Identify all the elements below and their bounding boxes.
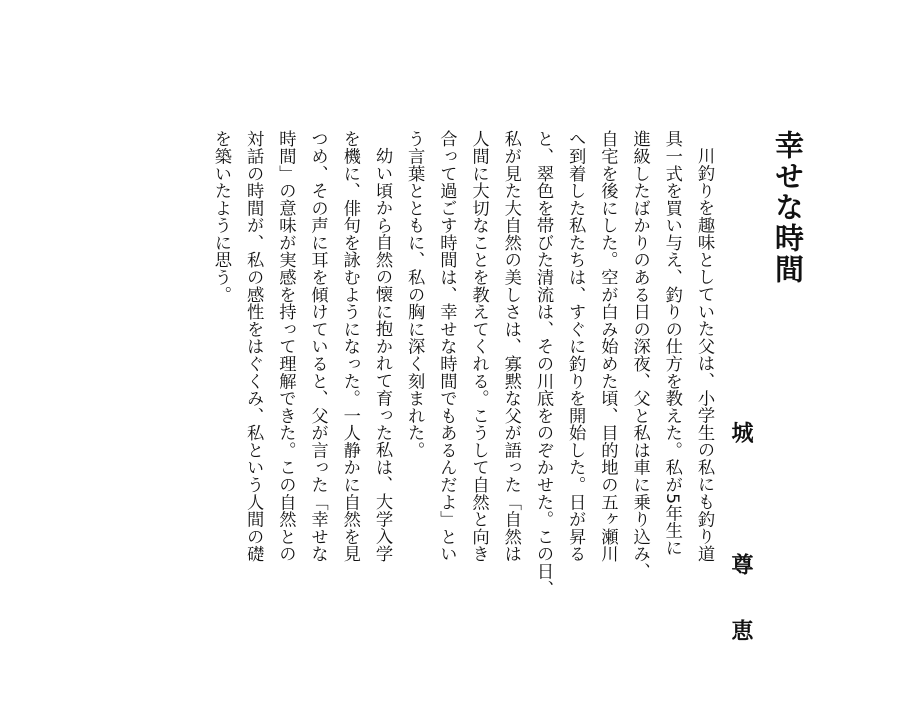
body-column: つめ、その声に耳を傾けていると、父が言った「幸せな	[307, 130, 328, 563]
body-column: 川釣りを趣味としていた父は、小学生の私にも釣り道	[694, 147, 714, 562]
body-column: 合って過ごす時間は、幸せな時間でもあるんだよ」とい	[436, 130, 457, 563]
body-column: 進級したばかりのある日の深夜、父と私は車に乗り込み、	[629, 130, 650, 580]
body-column: 幼い頃から自然の懐に抱かれて育った私は、大学入学	[371, 147, 392, 562]
author-name: 城 尊恵	[728, 421, 753, 685]
essay-title: 幸せな時間	[771, 130, 805, 285]
body-column: 私が見た大自然の美しさは、寡黙な父が語った「自然は	[500, 130, 521, 563]
body-column: 自宅を後にした。空が白み始めた頃、目的地の五ヶ瀬川	[597, 130, 618, 563]
body-column: へ到着した私たちは、すぐに釣りを開始した。日が昇る	[565, 130, 586, 563]
body-column: と、翠色を帯びた清流は、その川底をのぞかせた。この日、	[532, 130, 553, 597]
body-column: 具一式を買い与え、釣りの仕方を教えた。私が5年生に	[661, 130, 682, 556]
body-column: を築いたように思う。	[210, 130, 231, 303]
body-column: う言葉とともに、私の胸に深く刻まれた。	[404, 130, 425, 459]
body-column: を機に、俳句を詠むようになった。一人静かに自然を見	[339, 130, 360, 563]
essay-body	[205, 130, 720, 650]
body-column: 時間」の意味が実感を持って理解できた。この自然との	[275, 130, 296, 563]
body-column: 対話の時間が、私の感性をはぐくみ、私という人間の礎	[243, 130, 264, 563]
body-column: 人間に大切なことを教えてくれる。こうして自然と向き	[468, 130, 489, 563]
